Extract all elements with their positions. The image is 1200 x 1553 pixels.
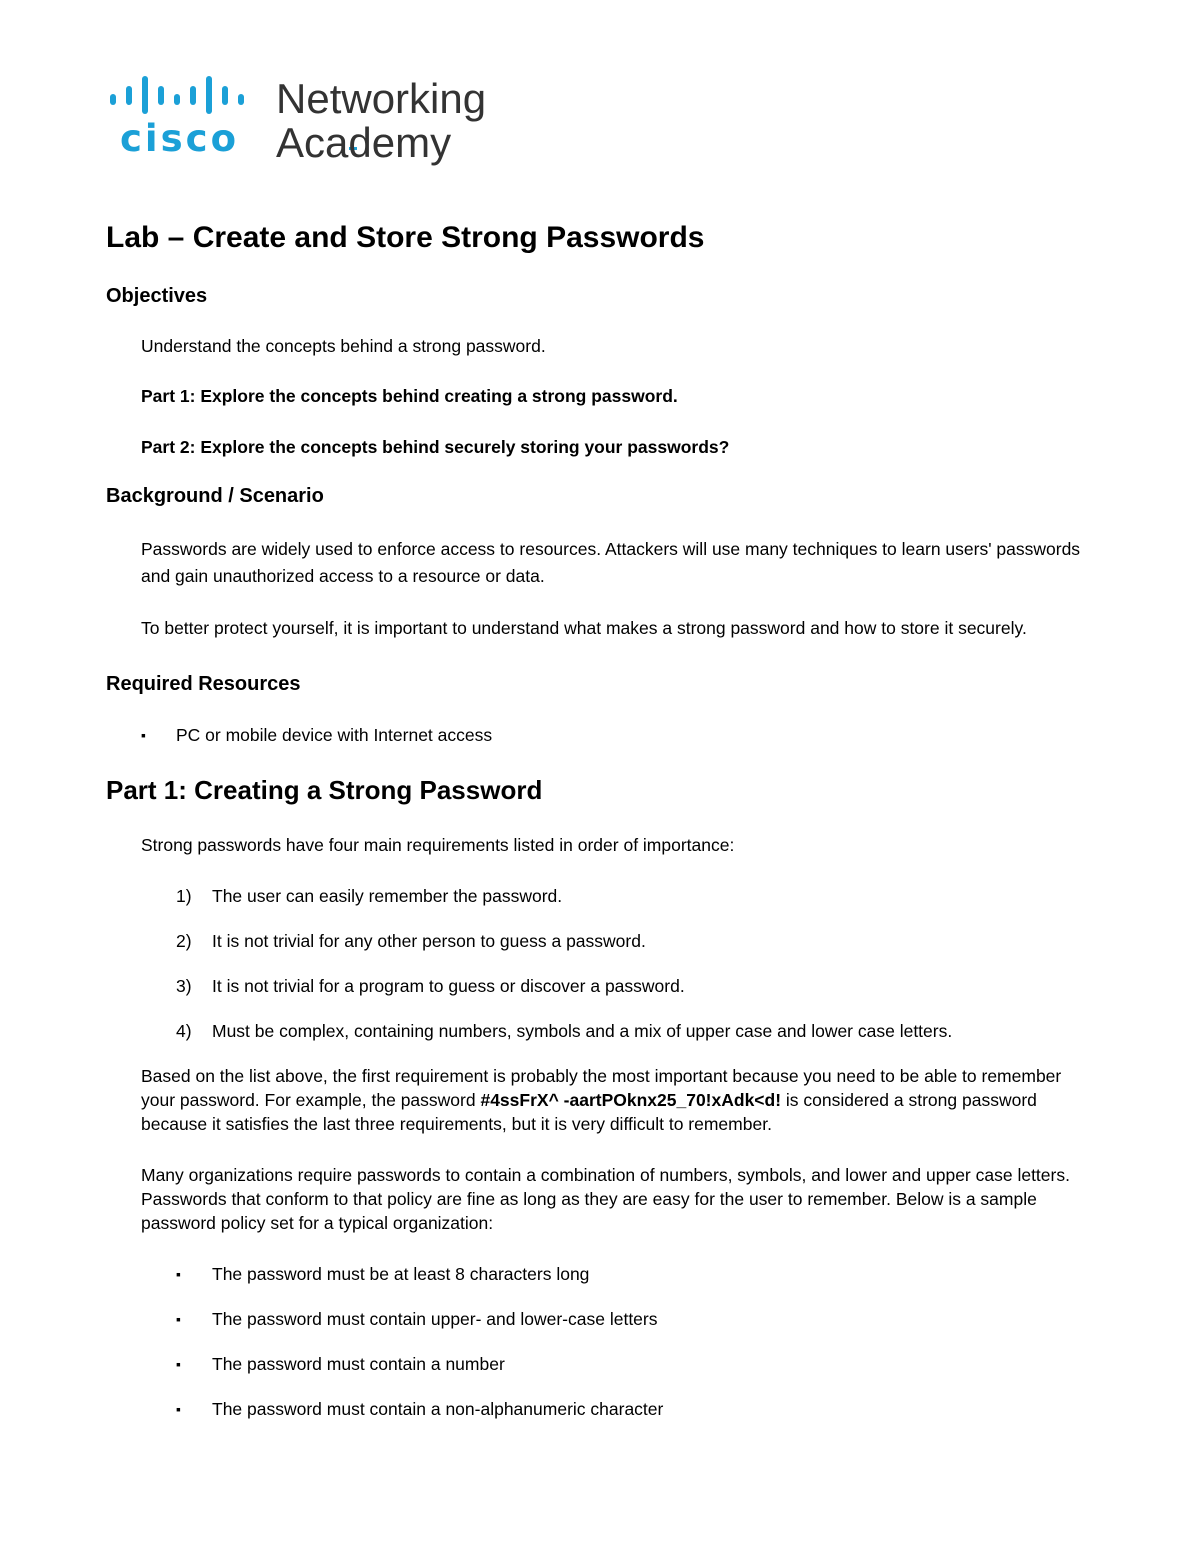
part1-intro: Strong passwords have four main requirements listed in order of importance:	[141, 835, 735, 855]
resources-heading: Required Resources	[106, 673, 301, 695]
example-password: #4ssFrX^ -aartPOknx25_70!xAdk<d!	[480, 1090, 782, 1110]
list-item: ▪ The password must contain a non-alphanumeric character	[176, 1399, 664, 1419]
bullet-icon: ▪	[176, 1311, 181, 1327]
cisco-networking-academy-logo	[106, 76, 506, 172]
list-item: 2) It is not trivial for any other person to guess a password.	[176, 931, 646, 951]
cisco-wordmark: cisco	[120, 117, 239, 160]
cisco-bars-icon	[106, 76, 261, 116]
list-item: 3) It is not trivial for a program to guess or discover a password.	[176, 976, 685, 996]
list-item: ▪ The password must contain upper- and lower-case letters	[176, 1309, 658, 1329]
logo-academy: Academy	[276, 119, 452, 166]
logo-networking: Networking	[276, 75, 487, 122]
policy-list	[176, 1262, 1096, 1421]
requirements-list	[176, 884, 1096, 1043]
bullet-icon: ▪	[176, 1266, 181, 1282]
bullet-icon: ▪	[176, 1401, 181, 1417]
bullet-icon: ▪	[141, 727, 146, 743]
list-item: 1) The user can easily remember the password.	[176, 886, 563, 906]
objective-part2: Part 2: Explore the concepts behind securely storing your passwords?	[141, 437, 730, 457]
objective-part1: Part 1: Explore the concepts behind creating a strong password.	[141, 386, 678, 406]
background-paragraph-2: To better protect yourself, it is important to understand what makes a strong password and how to store it securely.	[141, 618, 1027, 638]
list-item: ▪ The password must be at least 8 characters long	[176, 1264, 590, 1284]
part1-paragraph-2: Many organizations require passwords to contain a combination of numbers, symbols, and lower and upper case letters. Passwords that conform to that policy are fine as long as they are easy for the user to remember. Below is a sample password policy set for a typical organization:	[141, 1165, 1070, 1233]
document-body	[106, 218, 1096, 1421]
part1-paragraph-1: Based on the list above, the first requirement is probably the most important because you need to be able to remember your password. For example, the password #4ssFrX^ -aartPOknx25_70!xAdk<d! is considered a strong password because it satisfies the last three requirements, but it is very difficult to remember.	[141, 1066, 1062, 1134]
bullet-icon: ▪	[176, 1356, 181, 1372]
document-title: Lab – Create and Store Strong Passwords	[106, 221, 705, 254]
objectives-intro: Understand the concepts behind a strong password.	[141, 336, 546, 356]
background-paragraph-1: Passwords are widely used to enforce access to resources. Attackers will use many techniques to learn users' passwords and gain unauthorized access to a resource or data.	[141, 539, 1081, 586]
objectives-heading: Objectives	[106, 285, 208, 307]
resources-list	[141, 723, 1096, 747]
part1-heading: Part 1: Creating a Strong Password	[106, 775, 543, 805]
background-heading: Background / Scenario	[106, 485, 324, 507]
list-item: 4) Must be complex, containing numbers, symbols and a mix of upper case and lower case letters.	[176, 1021, 953, 1041]
list-item: ▪ The password must contain a number	[176, 1354, 505, 1374]
list-item: ▪ PC or mobile device with Internet access	[141, 725, 493, 745]
